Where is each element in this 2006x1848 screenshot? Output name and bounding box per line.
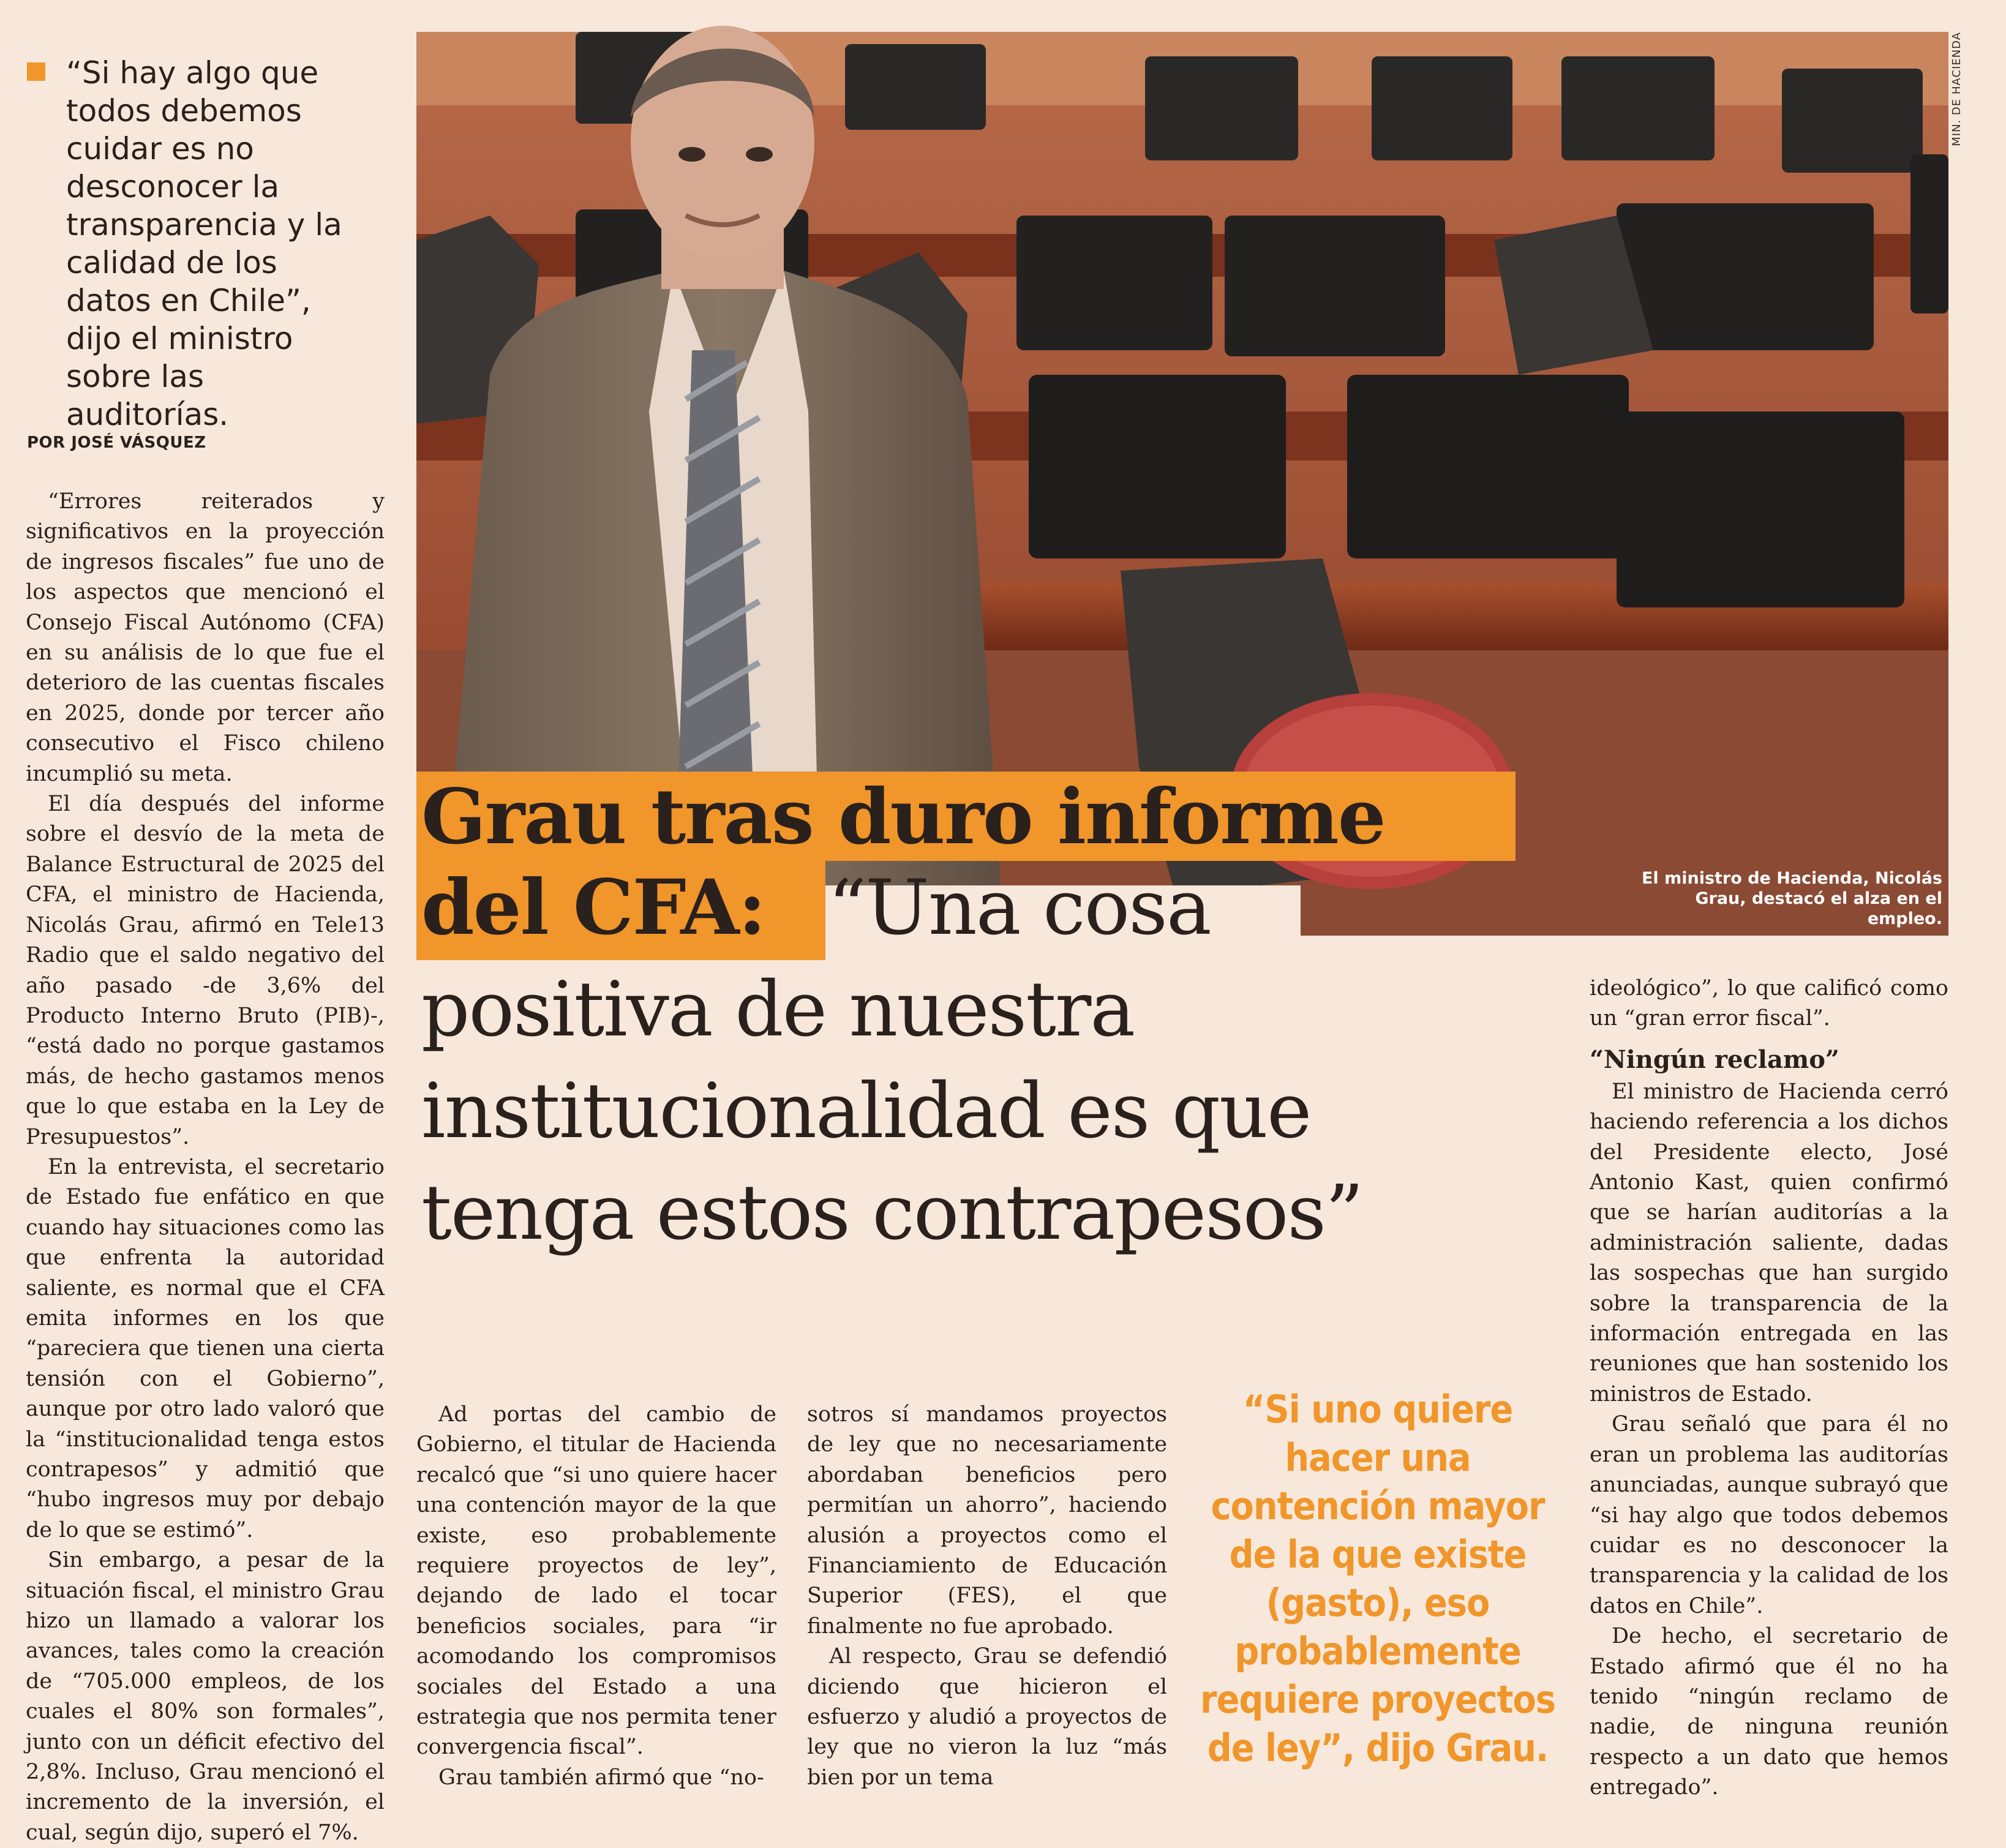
headline-line-5: tenga estos contrapesos” (421, 1169, 1363, 1257)
article-column-right (1590, 974, 1948, 1803)
paragraph: Ad portas del cambio de Gobierno, el titular de Hacienda recalcó que “si uno quiere hacer una contención mayor de la que existe, eso probablemente requiere proyectos de ley”, dejando de lado el tocar beneficios sociales, para “ir acomodando los compromisos sociales del Estado a una estrategia que nos permita tener convergencia fiscal”. (416, 1402, 776, 1760)
pull-quote-left-text: “Si hay algo que todos debemos cuidar es no desconocer la transparencia y la calidad de los datos en Chile”, dijo el ministro sobre las auditorías. (66, 55, 342, 432)
section-subhead: “Ningún reclamo” (1590, 1045, 1839, 1074)
paragraph: Al respecto, Grau se defendió diciendo que hicieron el esfuerzo y aludió a proyectos de ley que no vieron la luz “más bien por un tema (807, 1644, 1167, 1790)
headline-line-2-bold: del CFA: (421, 863, 765, 952)
square-bullet-icon (27, 62, 45, 81)
paragraph: De hecho, el secretario de Estado afirmó que él no ha tenido “ningún reclamo de nadie, de ninguna reunión respecto a un dato que hemos entregado”. (1590, 1624, 1948, 1800)
paragraph: sotros sí mandamos proyectos de ley que no necesariamente abordaban beneficios pero permitían un ahorro”, haciendo alusión a proyectos como el Financiamiento de Educación Superior (FES), el que finalmente no fue aprobado. (807, 1402, 1167, 1639)
headline-line-4: institucionalidad es que (421, 1067, 1311, 1155)
photo-caption: El ministro de Hacienda, Nicolás Grau, destacó el alza en el empleo. (1641, 869, 1942, 928)
article-column-middle-2 (807, 1400, 1167, 1793)
headline-line-2-light: “Una cosa (828, 864, 1211, 952)
byline: POR JOSÉ VÁSQUEZ (27, 434, 206, 452)
paragraph: ideológico”, lo que calificó como un “gran error fiscal”. (1590, 976, 1948, 1031)
photo-credit: MIN. DE HACIENDA (1950, 32, 1963, 146)
paragraph: Grau señaló que para él no eran un problema las auditorías anunciadas, aunque subrayó que “si hay algo que todos debemos cuidar es no desconocer la transparencia y la calidad de los datos en Chile”. (1590, 1412, 1948, 1618)
paragraph: En la entrevista, el secretario de Estado fue enfático en que cuando hay situaciones como las que enfrenta la autoridad saliente, es normal que el CFA emita informes en los que “pareciera que tienen una cierta tensión con el Gobierno”, aunque por otro lado valoró que la “institucionalidad tenga estos contrapesos” y admitió que “hubo ingresos muy por debajo de lo que se estimó”. (26, 1154, 385, 1542)
article-column-middle-1 (416, 1400, 776, 1793)
article-column-left (26, 487, 385, 1848)
headline-line-1: Grau tras duro informe (421, 773, 1385, 862)
pull-quote-orange: “Si uno quiere hacer una contención mayor de la que existe (gasto), eso probablemente requiere proyectos de ley”, dijo Grau. (1200, 1387, 1555, 1770)
paragraph: El día después del informe sobre el desvío de la meta de Balance Estructural de 2025 del CFA, el ministro de Hacienda, Nicolás Grau, afirmó en Tele13 Radio que el saldo negativo del año pasado -de 3,6% del Producto Interno Bruto (PIB)-, “está dado no porque gastamos más, de hecho gastamos menos que lo que estaba en la Ley de Presupuestos”. (26, 792, 385, 1149)
paragraph: “Errores reiterados y significativos en la proyección de ingresos fiscales” fue uno de los aspectos que mencionó el Consejo Fiscal Autónomo (CFA) en su análisis de lo que fue el deterioro de las cuentas fiscales en 2025, donde por tercer año consecutivo el Fisco chileno incumplió su meta. (26, 489, 385, 786)
pull-quote-left (27, 54, 370, 434)
paragraph: Grau también afirmó que “no- (438, 1765, 764, 1790)
paragraph: El ministro de Hacienda cerró haciendo referencia a los dichos del Presidente electo, José Antonio Kast, quien confirmó que se harían auditorías a la administración saliente, dadas las sospechas que han surgido sobre la transparencia de la información entregada en las reuniones que han sostenido los ministros de Estado. (1590, 1079, 1948, 1407)
headline-line-3: positiva de nuestra (421, 966, 1135, 1054)
paragraph: Sin embargo, a pesar de la situación fiscal, el ministro Grau hizo un llamado a valorar los avances, tales como la creación de “705.000 empleos, de los cuales el 80% son formales”, junto con un déficit efectivo del 2,8%. Incluso, Grau mencionó el incremento de la inversión, el cual, según dijo, superó el 7%. (26, 1548, 385, 1845)
